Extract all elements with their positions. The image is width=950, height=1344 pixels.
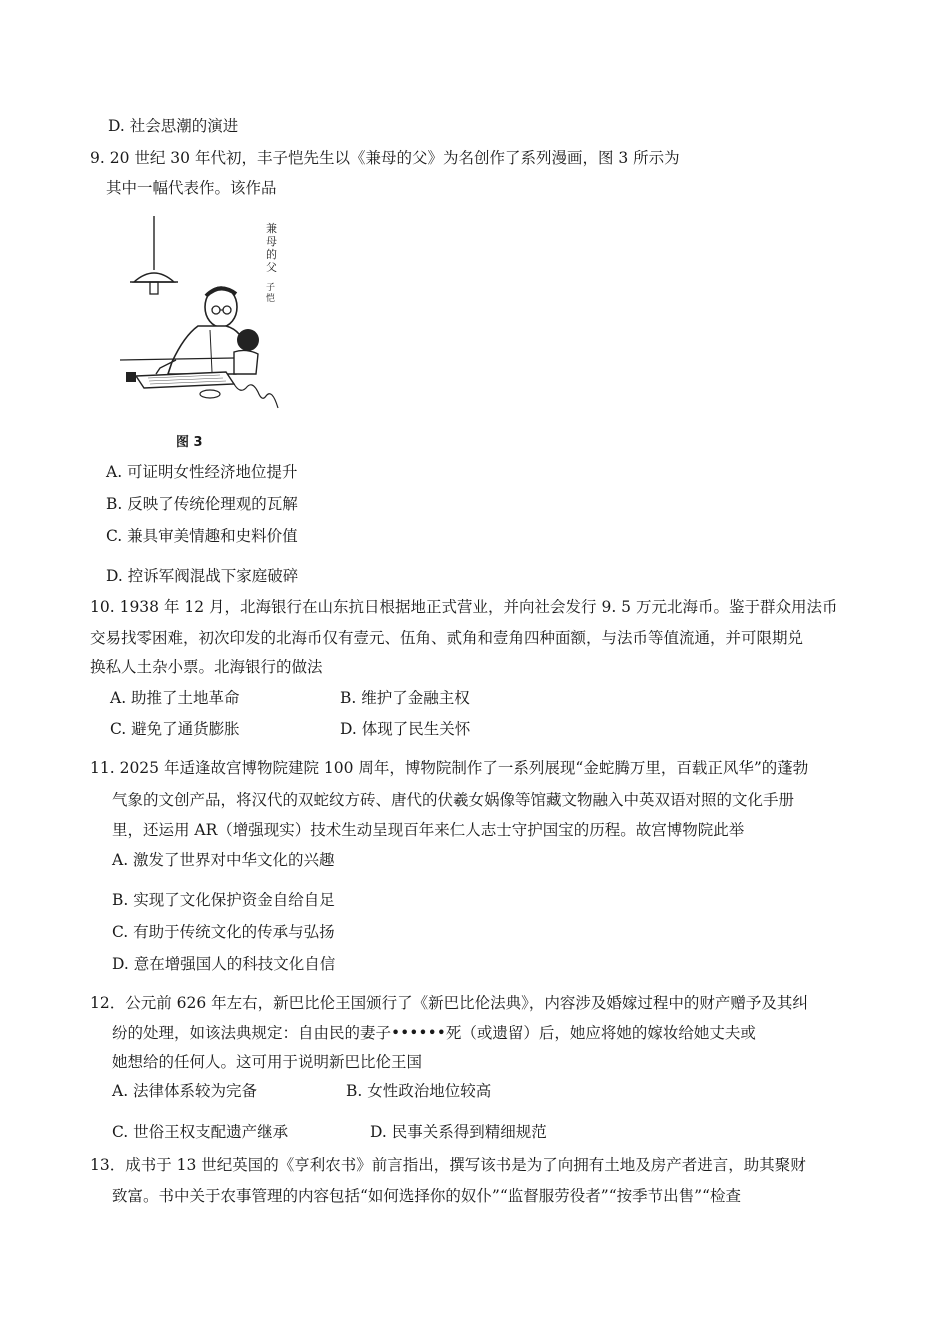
q10-option-a: A. 助推了土地革命 [110,689,240,707]
q13-stem-line1: 13．成书于 13 世纪英国的《亨利农书》前言指出，撰写该书是为了向拥有土地及房产者进言，助其聚财 [90,1156,806,1174]
q9-option-d: D. 控诉军阀混战下家庭破碎 [106,567,299,585]
q12-option-b: B. 女性政治地位较高 [346,1082,492,1100]
svg-text:子: 子 [266,283,276,293]
q9-stem-line1: 9. 20 世纪 30 年代初，丰子恺先生以《兼母的父》为名创作了系列漫画，图 3 所示为 [90,149,680,167]
q9-option-c: C. 兼具审美情趣和史料价值 [106,527,298,545]
svg-text:恺: 恺 [266,294,276,304]
svg-text:母: 母 [266,235,277,248]
q12-option-a: A. 法律体系较为完备 [112,1082,258,1100]
q9-option-b: B. 反映了传统伦理观的瓦解 [106,495,298,513]
svg-text:父: 父 [266,261,277,274]
q11-stem-line2: 气象的文创产品，将汉代的双蛇纹方砖、唐代的伏羲女娲像等馆藏文物融入中英双语对照的文化手册 [112,791,795,809]
q10-option-b: B. 维护了金融主权 [340,689,470,707]
q8-option-d: D. 社会思潮的演进 [108,117,239,135]
q10-stem-line2: 交易找零困难，初次印发的北海币仅有壹元、伍角、贰角和壹角四种面额，与法币等值流通，并可限期兑 [90,629,804,647]
q10-stem-line3: 换私人土杂小票。北海银行的做法 [90,658,323,676]
q11-stem-line3: 里，还运用 AR（增强现实）技术生动呈现百年来仁人志士守护国宝的历程。故宫博物院此举 [112,821,745,839]
q12-stem-line1: 12．公元前 626 年左右，新巴比伦王国颁行了《新巴比伦法典》，内容涉及婚嫁过程中的财产赠予及其纠 [90,994,808,1012]
q12-stem-line3: 她想给的任何人。这可用于说明新巴比伦王国 [112,1053,423,1071]
figure-inscription [266,222,277,304]
figure-3-illustration [116,212,286,420]
q12-option-d: D. 民事关系得到精细规范 [370,1123,547,1141]
svg-text:的: 的 [266,248,277,261]
svg-text:兼: 兼 [266,222,277,235]
q9-stem-line2: 其中一幅代表作。该作品 [106,179,277,197]
figure-caption: 图 3 [176,435,203,450]
q10-stem-line1: 10. 1938 年 12 月，北海银行在山东抗日根据地正式营业，并向社会发行 9. 5 万元北海币。鉴于群众用法币 [90,598,838,616]
q10-option-d: D. 体现了民生关怀 [340,720,471,738]
q13-stem-line2: 致富。书中关于农事管理的内容包括“如何选择你的奴仆”“监督服劳役者”“按季节出售”“检查 [112,1187,741,1205]
q11-option-c: C. 有助于传统文化的传承与弘扬 [112,923,335,941]
q12-stem-line2: 纷的处理，如该法典规定：自由民的妻子••••••死（或遗留）后，她应将她的嫁妆给她丈夫或 [112,1024,756,1042]
q12-option-c: C. 世俗王权支配遗产继承 [112,1123,289,1141]
q11-option-d: D. 意在增强国人的科技文化自信 [112,955,336,973]
q11-option-b: B. 实现了文化保护资金自给自足 [112,891,335,909]
q9-option-a: A. 可证明女性经济地位提升 [106,463,298,481]
q10-option-c: C. 避免了通货膨胀 [110,720,240,738]
q11-stem-line1: 11. 2025 年适逢故宫博物院建院 100 周年，博物院制作了一系列展现“金蛇腾万里，百载正风华”的蓬勃 [90,759,809,777]
q11-option-a: A. 激发了世界对中华文化的兴趣 [112,851,335,869]
